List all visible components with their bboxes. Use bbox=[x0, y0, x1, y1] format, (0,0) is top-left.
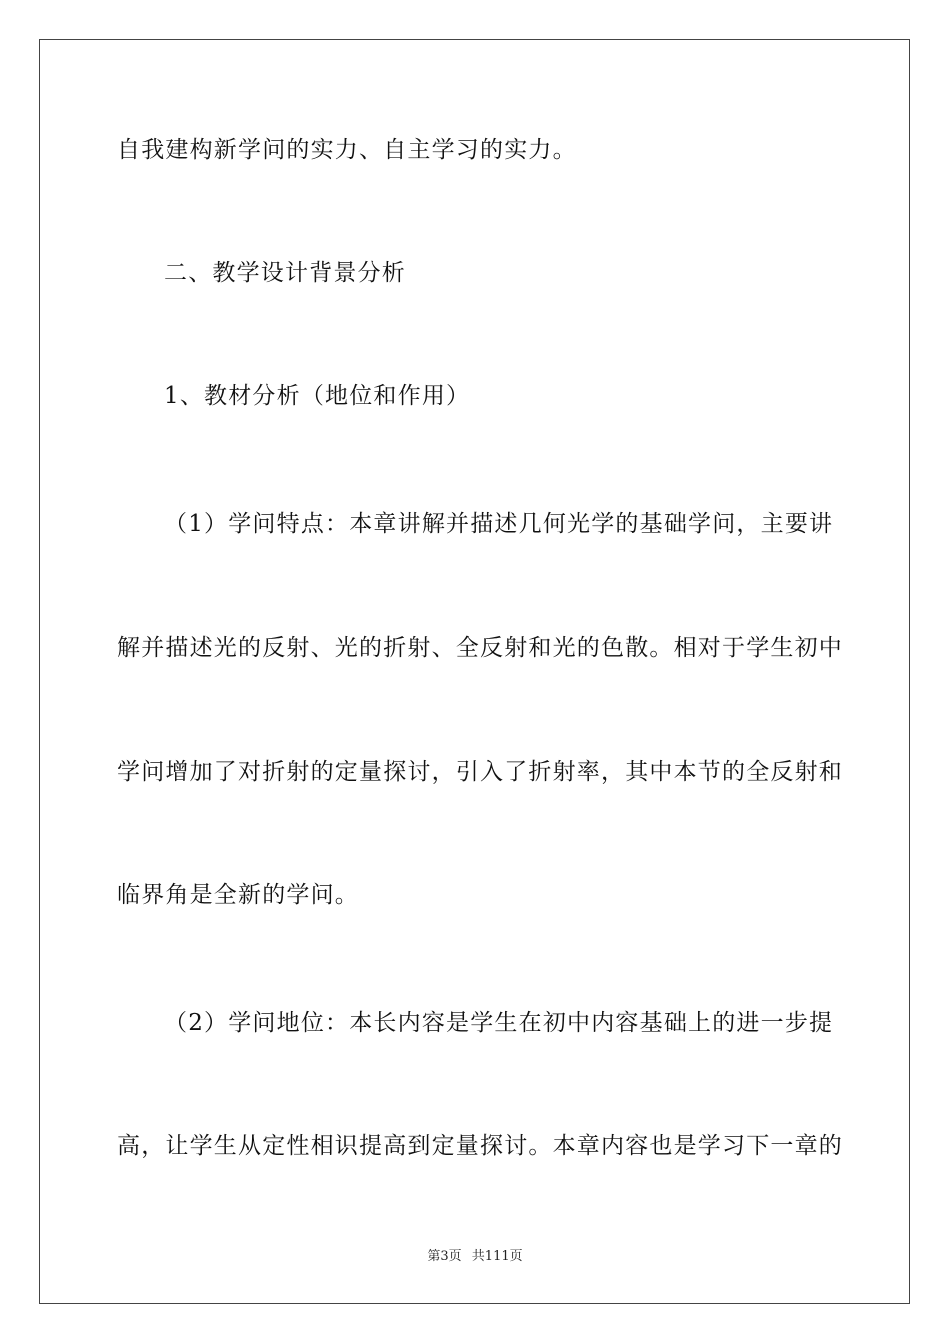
subsection-heading: 1、教材分析（地位和作用） bbox=[164, 383, 471, 409]
paragraph-line: 解并描述光的反射、光的折射、全反射和光的色散。相对于学生初中 bbox=[117, 635, 843, 661]
paragraph-line: 自我建构新学问的实力、自主学习的实力。 bbox=[117, 137, 577, 163]
page-border bbox=[39, 39, 910, 1304]
paragraph-line: 高，让学生从定性相识提高到定量探讨。本章内容也是学习下一章的 bbox=[117, 1133, 843, 1159]
paragraph-line: （1）学问特点：本章讲解并描述几何光学的基础学问，主要讲 bbox=[164, 511, 834, 537]
paragraph-line: 临界角是全新的学问。 bbox=[117, 882, 359, 908]
total-pages: 共111页 bbox=[471, 1249, 523, 1264]
paragraph-line: 学问增加了对折射的定量探讨，引入了折射率，其中本节的全反射和 bbox=[117, 759, 843, 785]
paragraph-line: （2）学问地位：本长内容是学生在初中内容基础上的进一步提 bbox=[164, 1010, 834, 1036]
page-footer bbox=[0, 1245, 950, 1264]
page-number: 第3页 bbox=[427, 1249, 462, 1264]
section-heading: 二、教学设计背景分析 bbox=[164, 260, 406, 286]
